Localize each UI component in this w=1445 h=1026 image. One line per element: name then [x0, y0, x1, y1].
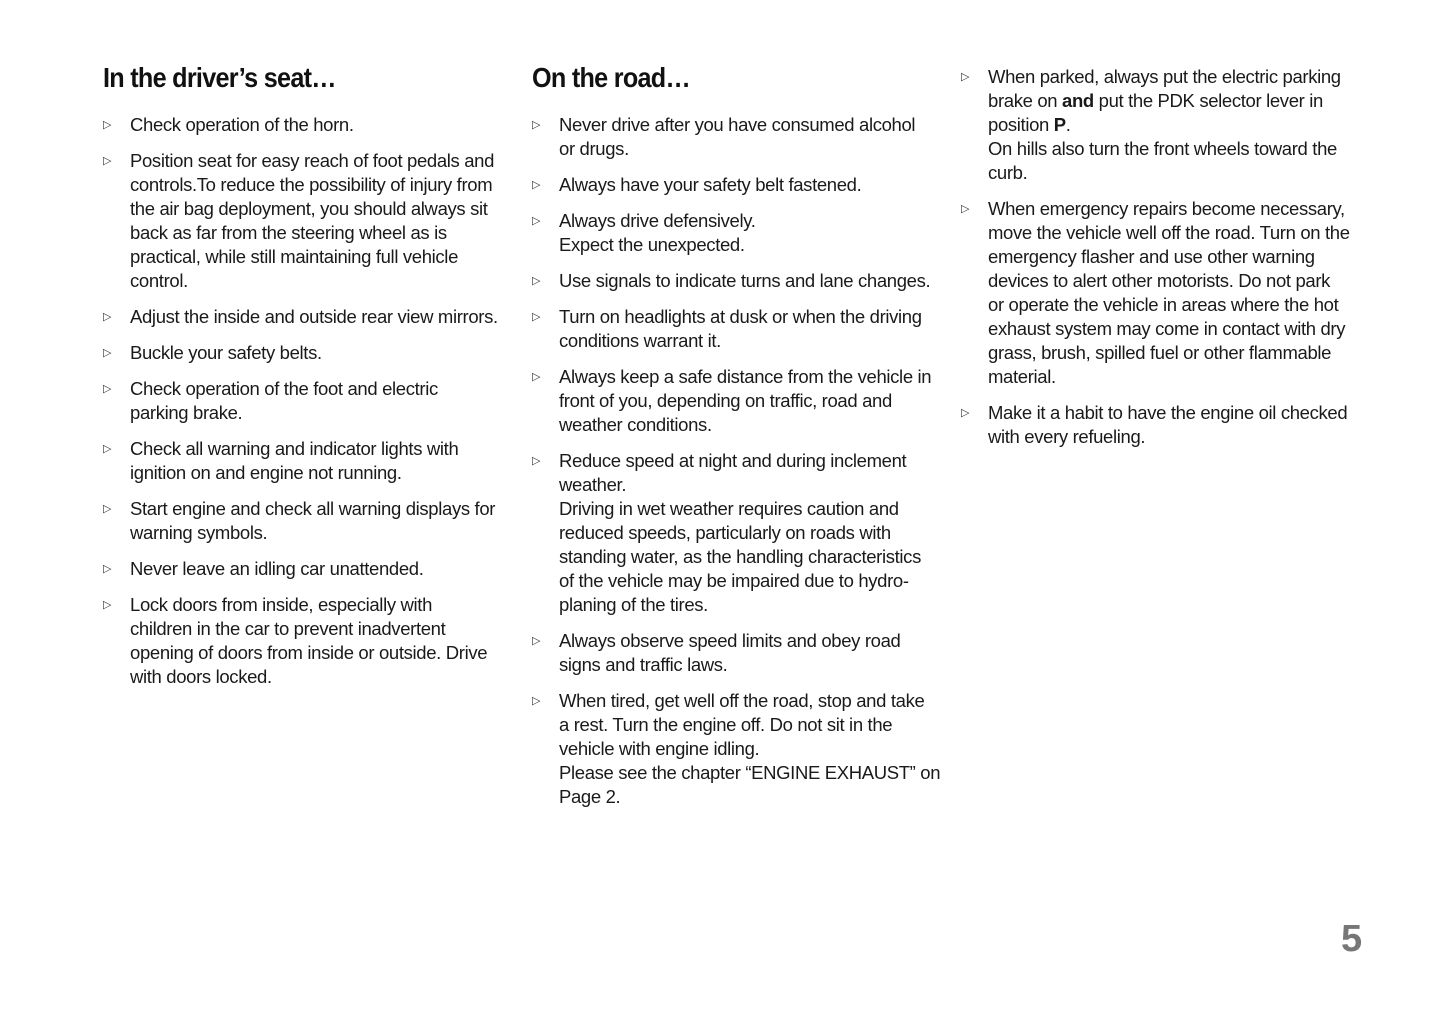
item-line: emergency flasher and use other warning	[988, 246, 1315, 267]
list-item	[103, 437, 508, 485]
item-line: practical, while still maintaining full vehicle	[130, 246, 459, 267]
item-line: Check operation of the horn.	[130, 114, 354, 135]
item-line: weather.	[559, 474, 627, 495]
triangle-bullet-icon: ▷	[532, 371, 541, 383]
list-item	[532, 689, 940, 809]
item-line: Driving in wet weather requires caution and	[559, 498, 899, 519]
section-heading-drivers-seat: In the driver’s seat…	[103, 62, 336, 93]
item-line: Buckle your safety belts.	[130, 342, 322, 363]
list-item	[961, 401, 1366, 449]
triangle-bullet-icon: ▷	[103, 563, 112, 575]
list-item	[532, 173, 940, 197]
item-line: Turn on headlights at dusk or when the driving	[559, 306, 922, 327]
page-number: 5	[1341, 918, 1363, 960]
list-item	[103, 305, 508, 329]
item-line: Never drive after you have consumed alcohol	[559, 114, 916, 135]
triangle-bullet-icon: ▷	[961, 203, 970, 215]
list-item	[532, 113, 940, 161]
item-line: When tired, get well off the road, stop and take	[559, 690, 925, 711]
triangle-bullet-icon: ▷	[532, 119, 541, 131]
list-item	[103, 593, 508, 689]
item-line: grass, brush, spilled fuel or other flammable	[988, 342, 1332, 363]
item-line: Never leave an idling car unattended.	[130, 558, 424, 579]
triangle-bullet-icon: ▷	[532, 215, 541, 227]
item-line: Always have your safety belt fastened.	[559, 174, 862, 195]
triangle-bullet-icon: ▷	[103, 347, 112, 359]
item-line: Position seat for easy reach of foot pedals and	[130, 150, 495, 171]
triangle-bullet-icon: ▷	[103, 599, 112, 611]
list-item	[532, 269, 940, 293]
item-line: curb.	[988, 162, 1028, 183]
list-item	[532, 209, 940, 257]
item-line: of the vehicle may be impaired due to hydro-	[559, 570, 909, 591]
emphasis-and: and	[1062, 90, 1094, 111]
item-line: Expect the unexpected.	[559, 234, 745, 255]
list-item	[532, 449, 940, 617]
item-line: reduced speeds, particularly on roads with	[559, 522, 891, 543]
list-item-parking	[961, 65, 1366, 185]
item-line: exhaust system may come in contact with dry	[988, 318, 1346, 339]
item-line: move the vehicle well off the road. Turn on the	[988, 222, 1350, 243]
item-line: Make it a habit to have the engine oil checked	[988, 402, 1348, 423]
item-line: opening of doors from inside or outside. Drive	[130, 642, 488, 663]
item-line: vehicle with engine idling.	[559, 738, 760, 759]
triangle-bullet-icon: ▷	[103, 383, 112, 395]
list-item	[532, 305, 940, 353]
item-line: When parked, always put the electric parking	[988, 66, 1341, 87]
item-line: standing water, as the handling characteristics	[559, 546, 921, 567]
item-line: or drugs.	[559, 138, 629, 159]
item-line: Lock doors from inside, especially with	[130, 594, 433, 615]
item-line: warning symbols.	[130, 522, 268, 543]
item-line: brake on and put the PDK selector lever in	[988, 90, 1323, 111]
section-heading-on-the-road: On the road…	[532, 62, 690, 93]
item-line: devices to alert other motorists. Do not park	[988, 270, 1331, 291]
triangle-bullet-icon: ▷	[532, 695, 541, 707]
list-item	[103, 149, 508, 293]
emphasis-p: P	[1053, 114, 1066, 135]
continued-checklist	[961, 65, 1366, 461]
drivers-seat-checklist	[103, 113, 508, 701]
item-line: control.	[130, 270, 188, 291]
on-the-road-checklist	[532, 113, 940, 821]
list-item	[961, 197, 1366, 389]
triangle-bullet-icon: ▷	[532, 635, 541, 647]
triangle-bullet-icon: ▷	[532, 275, 541, 287]
item-line: with doors locked.	[130, 666, 272, 687]
item-line: the air bag deployment, you should always sit	[130, 198, 488, 219]
item-line: Adjust the inside and outside rear view mirrors.	[130, 306, 498, 327]
triangle-bullet-icon: ▷	[532, 179, 541, 191]
list-item	[103, 557, 508, 581]
item-line: a rest. Turn the engine off. Do not sit in the	[559, 714, 893, 735]
item-line: Reduce speed at night and during inclement	[559, 450, 907, 471]
item-line: signs and traffic laws.	[559, 654, 728, 675]
item-line: Use signals to indicate turns and lane changes.	[559, 270, 931, 291]
triangle-bullet-icon: ▷	[103, 311, 112, 323]
item-line: controls.To reduce the possibility of injury from	[130, 174, 493, 195]
item-line: weather conditions.	[559, 414, 712, 435]
item-line: Start engine and check all warning displays for	[130, 498, 496, 519]
item-line: position P.	[988, 114, 1071, 135]
item-line: material.	[988, 366, 1056, 387]
triangle-bullet-icon: ▷	[532, 455, 541, 467]
list-item	[103, 497, 508, 545]
item-line: parking brake.	[130, 402, 243, 423]
item-line: On hills also turn the front wheels toward the	[988, 138, 1337, 159]
item-line: back as far from the steering wheel as is	[130, 222, 447, 243]
triangle-bullet-icon: ▷	[532, 311, 541, 323]
item-line: or operate the vehicle in areas where the hot	[988, 294, 1339, 315]
triangle-bullet-icon: ▷	[103, 155, 112, 167]
list-item	[103, 113, 508, 137]
triangle-bullet-icon: ▷	[103, 443, 112, 455]
item-line: conditions warrant it.	[559, 330, 721, 351]
list-item	[103, 341, 508, 365]
item-line: When emergency repairs become necessary,	[988, 198, 1345, 219]
item-line: front of you, depending on traffic, road and	[559, 390, 892, 411]
list-item	[532, 629, 940, 677]
item-line: ignition on and engine not running.	[130, 462, 402, 483]
item-line: Always observe speed limits and obey road	[559, 630, 901, 651]
item-line: Please see the chapter “ENGINE EXHAUST” on	[559, 762, 941, 783]
triangle-bullet-icon: ▷	[961, 71, 970, 83]
item-line: planing of the tires.	[559, 594, 708, 615]
item-line: with every refueling.	[988, 426, 1146, 447]
item-line: Page 2.	[559, 786, 621, 807]
item-line: Always drive defensively.	[559, 210, 756, 231]
list-item	[103, 377, 508, 425]
triangle-bullet-icon: ▷	[961, 407, 970, 419]
list-item	[532, 365, 940, 437]
item-line: Always keep a safe distance from the vehicle in	[559, 366, 932, 387]
item-line: Check operation of the foot and electric	[130, 378, 438, 399]
triangle-bullet-icon: ▷	[103, 503, 112, 515]
triangle-bullet-icon: ▷	[103, 119, 112, 131]
item-line: children in the car to prevent inadvertent	[130, 618, 446, 639]
item-line: Check all warning and indicator lights with	[130, 438, 459, 459]
